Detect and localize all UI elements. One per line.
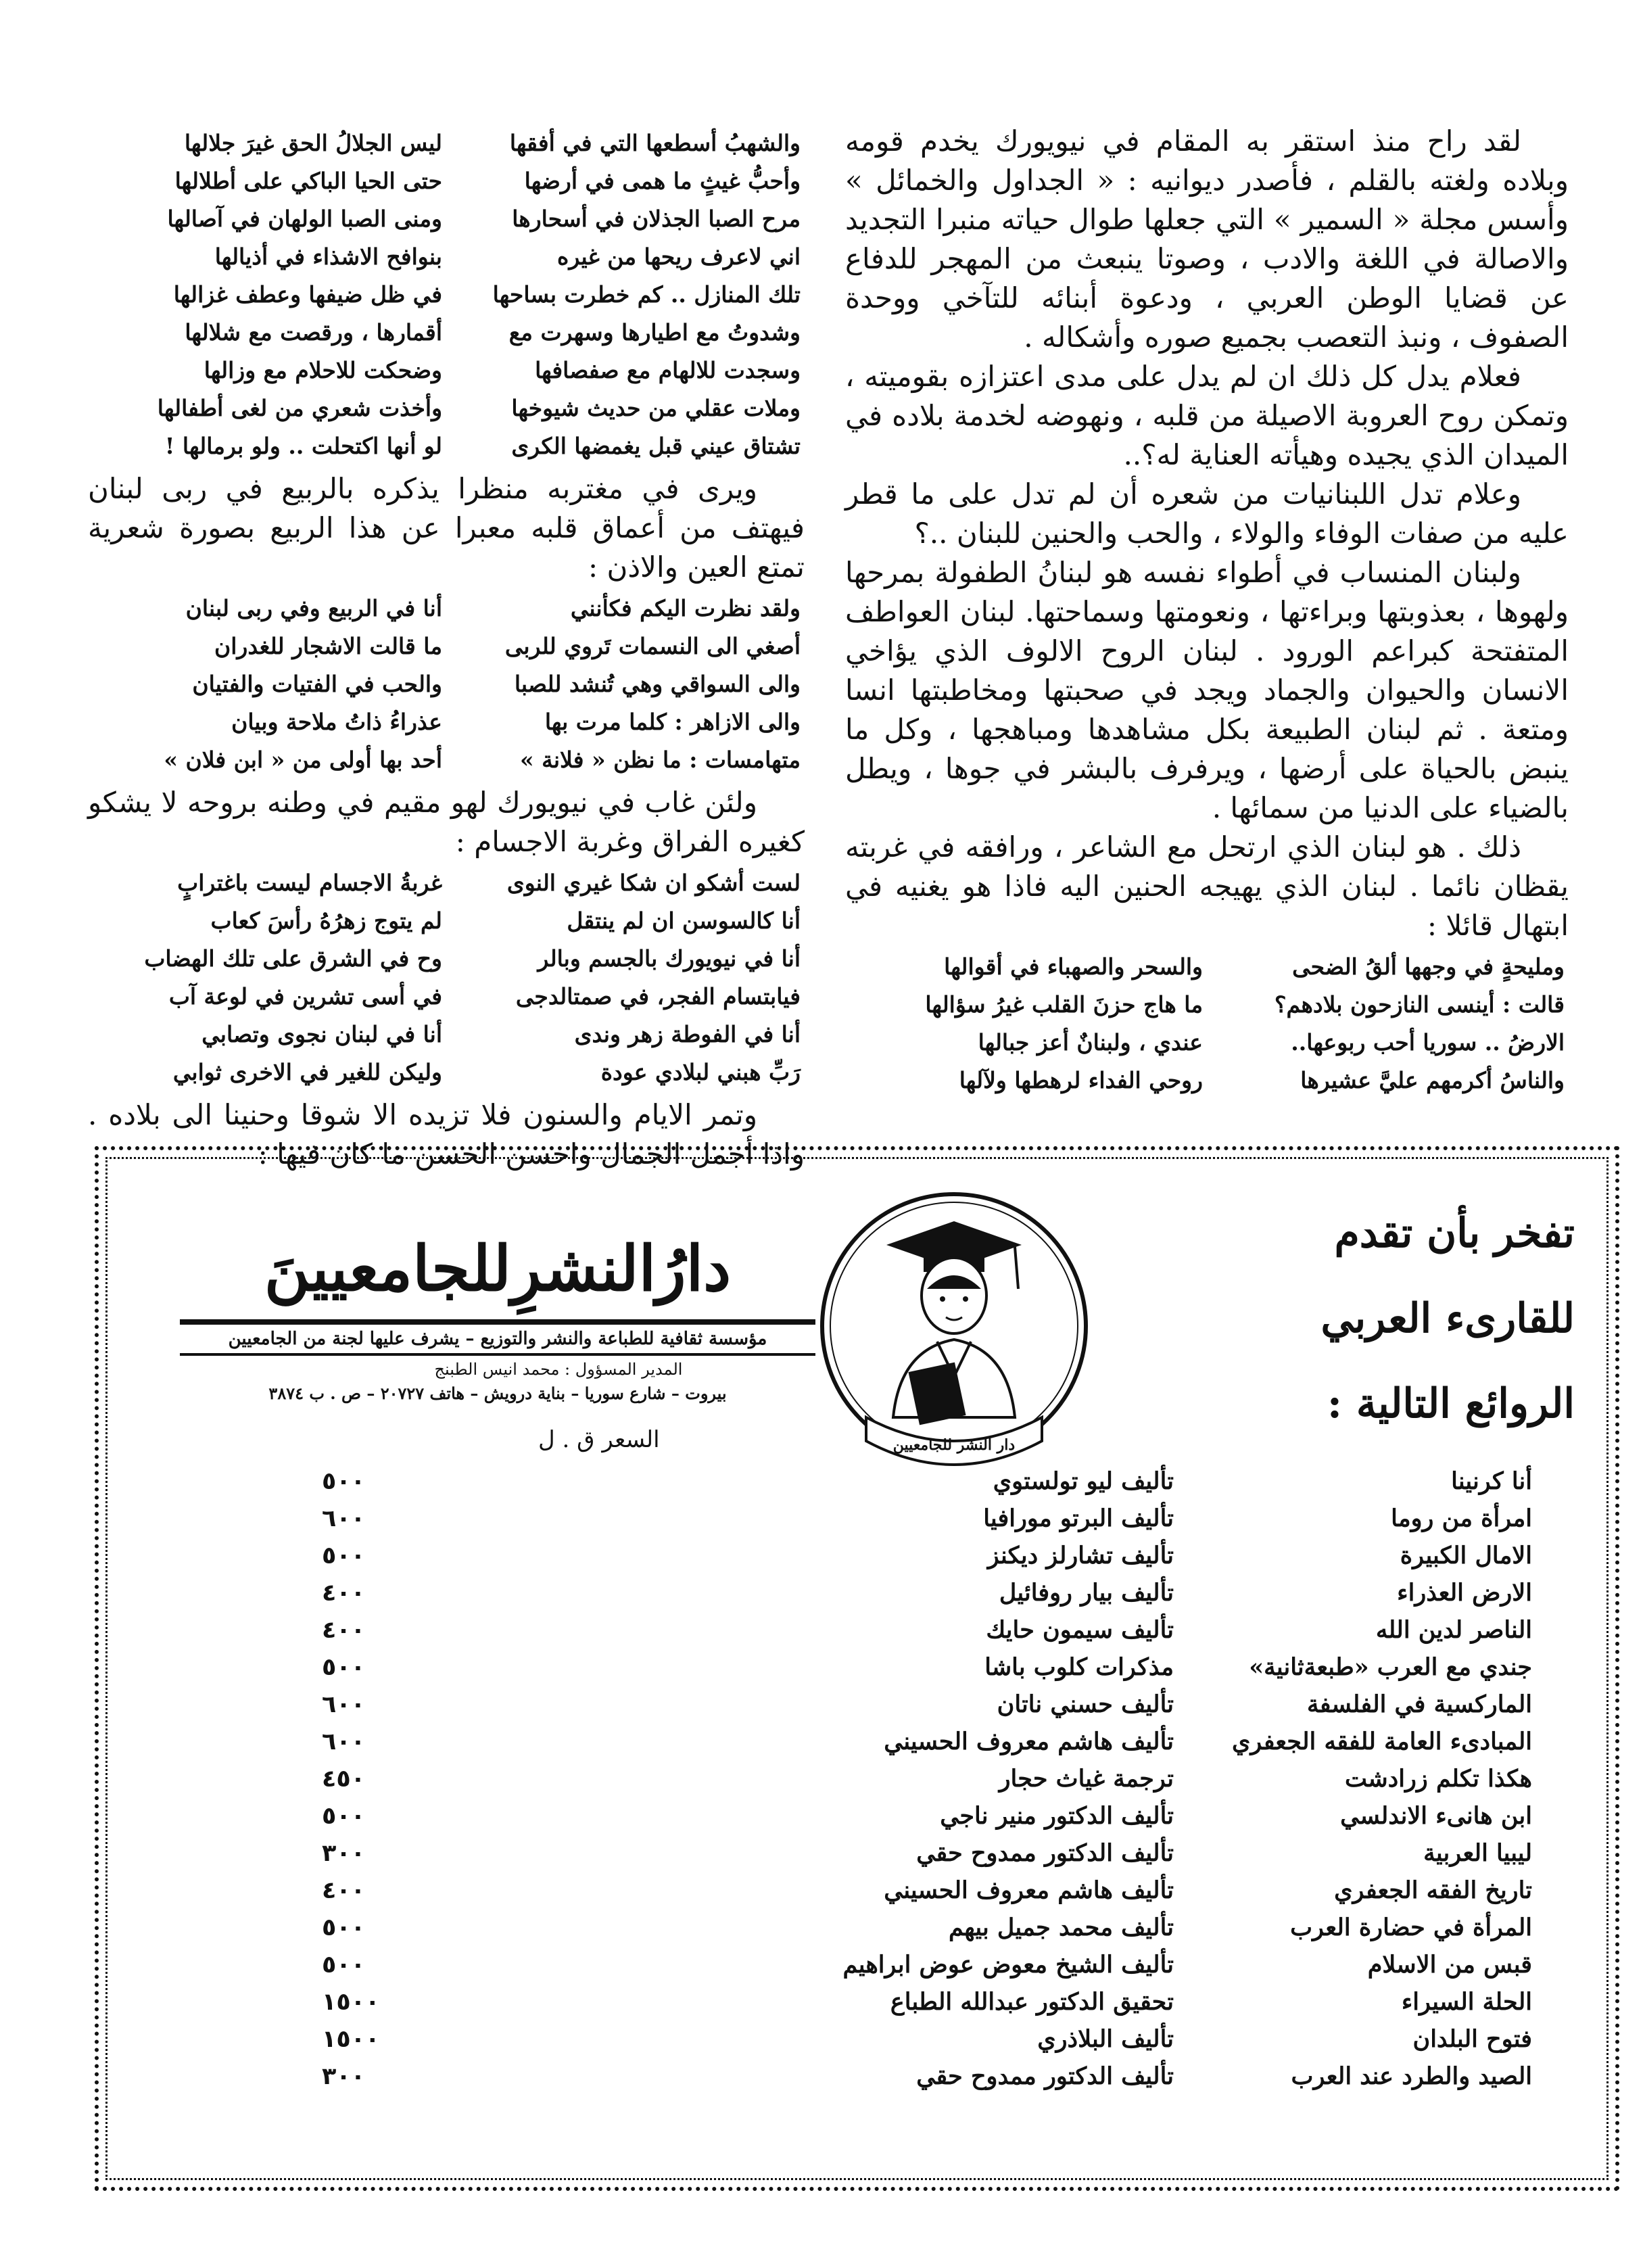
book-row <box>322 1500 1532 1537</box>
verse-first-half: وملات عقلي من حديث شيوخها <box>511 395 801 421</box>
book-title: المرأة في حضارة العرب <box>1290 1914 1532 1941</box>
verse-second-half: أنا في لبنان نجوى وتصابي <box>201 1021 442 1047</box>
book-author: تأليف البلاذري <box>1037 2025 1174 2053</box>
verse-first-half: وأحبُّ غيثٍ ما همى في أرضها <box>524 168 801 194</box>
verse-first-half: تشتاق عيني قبل يغمضها الكرى <box>511 433 801 459</box>
publisher-address: بيروت – شارع سوريا – بناية درويش – هاتف ٢٠٧٢٧ – ص . ب ٣٨٧٤ <box>268 1384 727 1403</box>
book-title: قبس من الاسلام <box>1367 1951 1532 1979</box>
left-column <box>88 122 805 1174</box>
book-price: ٥٠٠ <box>322 1467 366 1495</box>
book-price: ٥٠٠ <box>322 1951 366 1979</box>
verse-first-half: الارضُ .. سوريا أحب ربوعها.. <box>1291 1029 1565 1056</box>
book-row <box>322 1909 1532 1946</box>
verse-second-half: وليكن للغير في الاخرى ثوابي <box>172 1059 442 1085</box>
poem-verse <box>88 741 805 779</box>
book-author: تأليف هاشم معروف الحسيني <box>884 1876 1174 1904</box>
verse-first-half: أصغي الى النسمات تَروي للربى <box>504 633 801 659</box>
poem-verse <box>845 986 1569 1024</box>
book-row <box>322 2058 1532 2095</box>
book-price: ٤٠٠ <box>322 1579 366 1607</box>
book-author: ترجمة غياث حجار <box>999 1765 1174 1793</box>
verse-second-half: غربةُ الاجسام ليست باغترابٍ <box>177 870 442 896</box>
verse-second-half: ومنى الصبا الولهان في آصالها <box>167 206 442 232</box>
poem-verse <box>88 628 805 665</box>
poem-verse <box>88 902 805 940</box>
poem-verse <box>88 590 805 628</box>
book-title: هكذا تكلم زرادشت <box>1344 1765 1532 1793</box>
poem-verse <box>88 352 805 389</box>
verse-second-half: في ظل ضيفها وعطف غزالها <box>173 281 442 308</box>
book-title: الارض العذراء <box>1397 1579 1532 1607</box>
paragraph: فعلام يدل كل ذلك ان لم يدل على مدى اعتزازه بقوميته ، وتمكن روح العروبة الاصيلة من قلبه ، ونهوضه لخدمة بلاده في الميدان الذي يجيده وهيأته العناية له؟.. <box>845 360 1569 471</box>
poem-verse <box>88 864 805 902</box>
book-row <box>322 1574 1532 1611</box>
book-title: جندي مع العرب «طبعةثانية» <box>1249 1653 1532 1681</box>
verse-second-half: ما قالت الاشجار للغدران <box>214 633 442 659</box>
book-title: امرأة من روما <box>1391 1505 1532 1532</box>
book-title: فتوح البلدان <box>1412 2025 1532 2053</box>
verse-second-half: لو أنها اكتحلت .. ولو برمالها ! <box>164 433 442 459</box>
verse-second-half: روحي الفداء لرهطها ولآلها <box>959 1067 1203 1093</box>
verse-second-half: حتى الحيا الباكي على أطلالها <box>174 168 442 194</box>
verse-second-half: والسحر والصهباء في أقوالها <box>944 953 1203 980</box>
book-row <box>322 1835 1532 1872</box>
book-author: مذكرات كلوب باشا <box>984 1653 1174 1681</box>
poem-verse <box>88 1016 805 1054</box>
paragraph: ويرى في مغتربه منظرا يذكره بالربيع في ربى لبنان فيهتف من أعماق قلبه معبرا عن هذا الربيع بصورة شعرية تمتع العين والاذن : <box>88 472 805 584</box>
book-author: تأليف الشيخ معوض عوض ابراهيم <box>842 1951 1174 1979</box>
seal-banner-text: دار النشر للجامعيين <box>892 1436 1016 1454</box>
poem-verse <box>88 124 805 162</box>
poem-verse <box>88 276 805 314</box>
verse-first-half: أنا في الفوطة زهر وندى <box>574 1021 801 1047</box>
book-author: تأليف الدكتور منير ناجي <box>940 1802 1174 1830</box>
book-row <box>322 1872 1532 1909</box>
book-price: ٥٠٠ <box>322 1914 366 1941</box>
verse-first-half: تلك المنازل .. كم خطرت بساحها <box>492 281 801 308</box>
verse-second-half: وضحكت للاحلام مع وزالها <box>204 357 442 383</box>
price-column-header: السعر ق . ل <box>538 1426 660 1453</box>
book-row <box>322 1760 1532 1797</box>
poem-verse <box>88 389 805 427</box>
paragraph: وتمر الايام والسنون فلا تزيده الا شوقا وحنينا الى بلاده . واذا أجمل الجمال واحسن الحسن ما كان فيها : <box>88 1098 805 1171</box>
book-author: تأليف بيار روفائيل <box>999 1579 1174 1607</box>
tagline-line: للقارىء العربي <box>1320 1295 1575 1342</box>
verse-first-half: لست أشكو ان شكا غيري النوى <box>506 870 801 896</box>
poem-block <box>88 864 805 1091</box>
verse-first-half: وسجدت للالهام مع صفصافها <box>535 357 801 383</box>
book-author: تأليف البرتو مورافيا <box>983 1505 1174 1532</box>
book-list <box>322 1463 1532 2095</box>
verse-second-half: أحد بها أولى من « ابن فلان » <box>164 747 442 773</box>
book-price: ٥٠٠ <box>322 1802 366 1830</box>
book-price: ١٥٠٠ <box>322 2025 380 2053</box>
paragraph: ولئن غاب في نيويورك لهو مقيم في وطنه بروحه لا يشكو كغيره الفراق وغربة الاجسام : <box>88 786 805 858</box>
poem-verse <box>88 238 805 276</box>
verse-second-half: لم يتوج زهرُهُ رأسَ كعاب <box>210 907 442 934</box>
poem-verse <box>88 314 805 352</box>
book-author: تأليف محمد جميل بيهم <box>948 1914 1174 1941</box>
book-price: ١٥٠٠ <box>322 1988 380 2016</box>
verse-first-half: رَبِّ هبني لبلادي عودة <box>600 1059 801 1085</box>
publisher-logo-title: دارُالنشرِللجامعيينَ <box>264 1232 732 1305</box>
book-row <box>322 1611 1532 1649</box>
book-title: تاريخ الفقه الجعفري <box>1334 1876 1532 1904</box>
book-title: الامال الكبيرة <box>1400 1542 1532 1569</box>
verse-first-half: ولقد نظرت اليكم فكأنني <box>570 595 801 621</box>
book-title: أنا كرنينا <box>1451 1467 1532 1495</box>
poem-verse <box>88 1054 805 1091</box>
book-row <box>322 1797 1532 1835</box>
publisher-subtitle: مؤسسة ثقافية للطباعة والنشر والتوزيع – يشرف عليها لجنة من الجامعيين <box>180 1319 815 1356</box>
book-price: ٣٠٠ <box>322 2062 366 2090</box>
poem-verse <box>88 427 805 465</box>
poem-verse <box>88 665 805 703</box>
book-row <box>322 2021 1532 2058</box>
verse-second-half: ما هاج حزنَ القلب غيرُ سؤالها <box>925 991 1203 1018</box>
ad-tagline <box>1223 1191 1575 1446</box>
publisher-manager: المدير المسؤول : محمد انيس الطبنج <box>434 1360 683 1379</box>
paragraph: لقد راح منذ استقر به المقام في نيويورك يخدم قومه وبلاده ولغته بالقلم ، فأصدر ديوانيه : « الجداول والخمائل » وأسس مجلة « السمير » التي جعلها طوال حياته منبرا التجديد والاصالة في اللغة والادب ، وصوتا ينبعث من المهجر للدفاع عن قضايا الوطن العربي ، ودعوة أبنائه للتآخي ووحدة الصفوف ، ونبذ التعصب بجميع صوره وأشكاله . <box>845 124 1569 354</box>
book-title: المبادىء العامة للفقه الجعفري <box>1232 1728 1532 1755</box>
poem-block <box>88 590 805 779</box>
book-title: الحلة السيراء <box>1401 1988 1532 2016</box>
poem-verse <box>845 948 1569 986</box>
verse-first-half: ومليحةٍ في وجهها ألقُ الضحى <box>1292 953 1565 980</box>
publisher-advertisement <box>95 1146 1619 2191</box>
poem-verse <box>88 978 805 1016</box>
book-row <box>322 1946 1532 1983</box>
book-price: ٦٠٠ <box>322 1505 366 1532</box>
book-price: ٥٠٠ <box>322 1542 366 1569</box>
book-price: ٤٠٠ <box>322 1876 366 1904</box>
book-author: تأليف الدكتور ممدوح حقي <box>916 1839 1174 1867</box>
book-price: ٦٠٠ <box>322 1728 366 1755</box>
verse-first-half: اني لاعرف ريحها من غيره <box>557 243 801 270</box>
book-author: تأليف الدكتور ممدوح حقي <box>916 2062 1174 2090</box>
tagline-line: تفخر بأن تقدم <box>1334 1210 1575 1257</box>
book-price: ٥٠٠ <box>322 1653 366 1681</box>
book-title: ليبيا العربية <box>1423 1839 1532 1867</box>
book-row <box>322 1983 1532 2021</box>
verse-second-half: عندي ، ولبنانٌ أعز جبالها <box>978 1029 1203 1056</box>
book-author: تأليف حسني ناتان <box>997 1691 1174 1718</box>
book-author: تحقيق الدكتور عبدالله الطباع <box>890 1988 1174 2016</box>
verse-first-half: والى السواقي وهي تُنشد للصبا <box>514 671 801 697</box>
paragraph: ولبنان المنساب في أطواء نفسه هو لبنانُ الطفولة بمرحها ولهوها ، بعذوبتها وبراءتها ، ونعومتها وسماحتها. لبنان العواطف المتفتحة كبراعم الورود . لبنان الروح الالوف الذي يؤاخي الانسان والحيوان والجماد ويجد في صحبتها ومخاطبتها انسا ومتعة . ثم لبنان الطبيعة بكل مشاهدها ومباهجها ، وكل ما ينبض بالحياة على أرضها ، ويرفرف بالبشر في جوها ، ويطل بالضياء على الدنيا من سمائها . <box>845 556 1569 824</box>
poem-verse <box>88 162 805 200</box>
book-author: تأليف تشارلز ديكنز <box>987 1542 1174 1569</box>
poem-verse <box>88 703 805 741</box>
verse-second-half: وأخذت شعري من لغى أطفالها <box>157 395 442 421</box>
book-author: تأليف هاشم معروف الحسيني <box>884 1728 1174 1755</box>
book-title: الصيد والطرد عند العرب <box>1291 2062 1532 2090</box>
verse-first-half: والشهبُ أسطعها التي في أفقها <box>509 130 801 156</box>
book-title: الناصر لدين الله <box>1375 1616 1532 1644</box>
verse-first-half: وشدوتُ مع اطيارها وسهرت مع <box>508 319 801 346</box>
book-title: الماركسية في الفلسفة <box>1306 1691 1532 1718</box>
graduate-seal-icon <box>812 1187 1096 1471</box>
paragraph: وعلام تدل اللبنانيات من شعره أن لم تدل على ما قطر عليه من صفات الوفاء والولاء ، والحب والحنين للبنان ..؟ <box>845 477 1569 550</box>
verse-second-half: أنا في الربيع وفي ربى لبنان <box>185 595 442 621</box>
verse-first-half: والناسُ أكرمهم عليَّ عشيرها <box>1300 1067 1565 1093</box>
book-row <box>322 1686 1532 1723</box>
verse-first-half: متهامسات : ما نظن « فلانة » <box>520 747 801 773</box>
verse-second-half: في أسى تشرين في لوعة آب <box>168 983 442 1010</box>
verse-first-half: قالت : أينسى النازحون بلادهم؟ <box>1275 991 1565 1018</box>
verse-second-half: والحب في الفتيات والفتيان <box>192 671 442 697</box>
tagline-line: الروائع التالية : <box>1327 1380 1575 1427</box>
poem-block <box>88 124 805 465</box>
book-row <box>322 1463 1532 1500</box>
paragraph: ذلك . هو لبنان الذي ارتحل مع الشاعر ، ورافقه في غربته يقظان نائما . لبنان الذي يهيجه الحنين اليه فاذا هو يغنيه في ابتهال قائلا : <box>845 830 1569 942</box>
right-column <box>845 122 1569 1104</box>
book-price: ٤٥٠ <box>322 1765 366 1793</box>
book-author: تأليف ليو تولستوي <box>993 1467 1174 1495</box>
verse-first-half: والى الازاهر : كلما مرت بها <box>544 709 801 735</box>
poem-verse <box>88 940 805 978</box>
poem-block <box>845 948 1569 1100</box>
verse-first-half: أنا في نيويورك بالجسم وبالر <box>538 945 801 972</box>
verse-first-half: أنا كالسوسن ان لم ينتقل <box>567 907 801 934</box>
book-row <box>322 1649 1532 1686</box>
verse-second-half: وح في الشرق على تلك الهضاب <box>144 945 442 972</box>
poem-verse <box>88 200 805 238</box>
book-author: تأليف سيمون حايك <box>986 1616 1174 1644</box>
verse-second-half: عذراءُ ذاتُ ملاحة وبيان <box>231 709 442 735</box>
book-row <box>322 1537 1532 1574</box>
verse-first-half: فيابتسام الفجر، في صمتالدجى <box>515 983 801 1010</box>
book-price: ٣٠٠ <box>322 1839 366 1867</box>
verse-first-half: مرح الصبا الجذلان في أسحارها <box>512 206 801 232</box>
verse-second-half: أقمارها ، ورقصت مع شلالها <box>185 319 442 346</box>
verse-second-half: ليس الجلالُ الحق غيرَ جلالها <box>184 130 442 156</box>
book-title: ابن هانىء الاندلسي <box>1340 1802 1532 1830</box>
book-price: ٦٠٠ <box>322 1691 366 1718</box>
poem-verse <box>845 1062 1569 1100</box>
book-row <box>322 1723 1532 1760</box>
book-price: ٤٠٠ <box>322 1616 366 1644</box>
poem-verse <box>845 1024 1569 1062</box>
verse-second-half: بنوافح الاشذاء في أذيالها <box>214 243 442 270</box>
